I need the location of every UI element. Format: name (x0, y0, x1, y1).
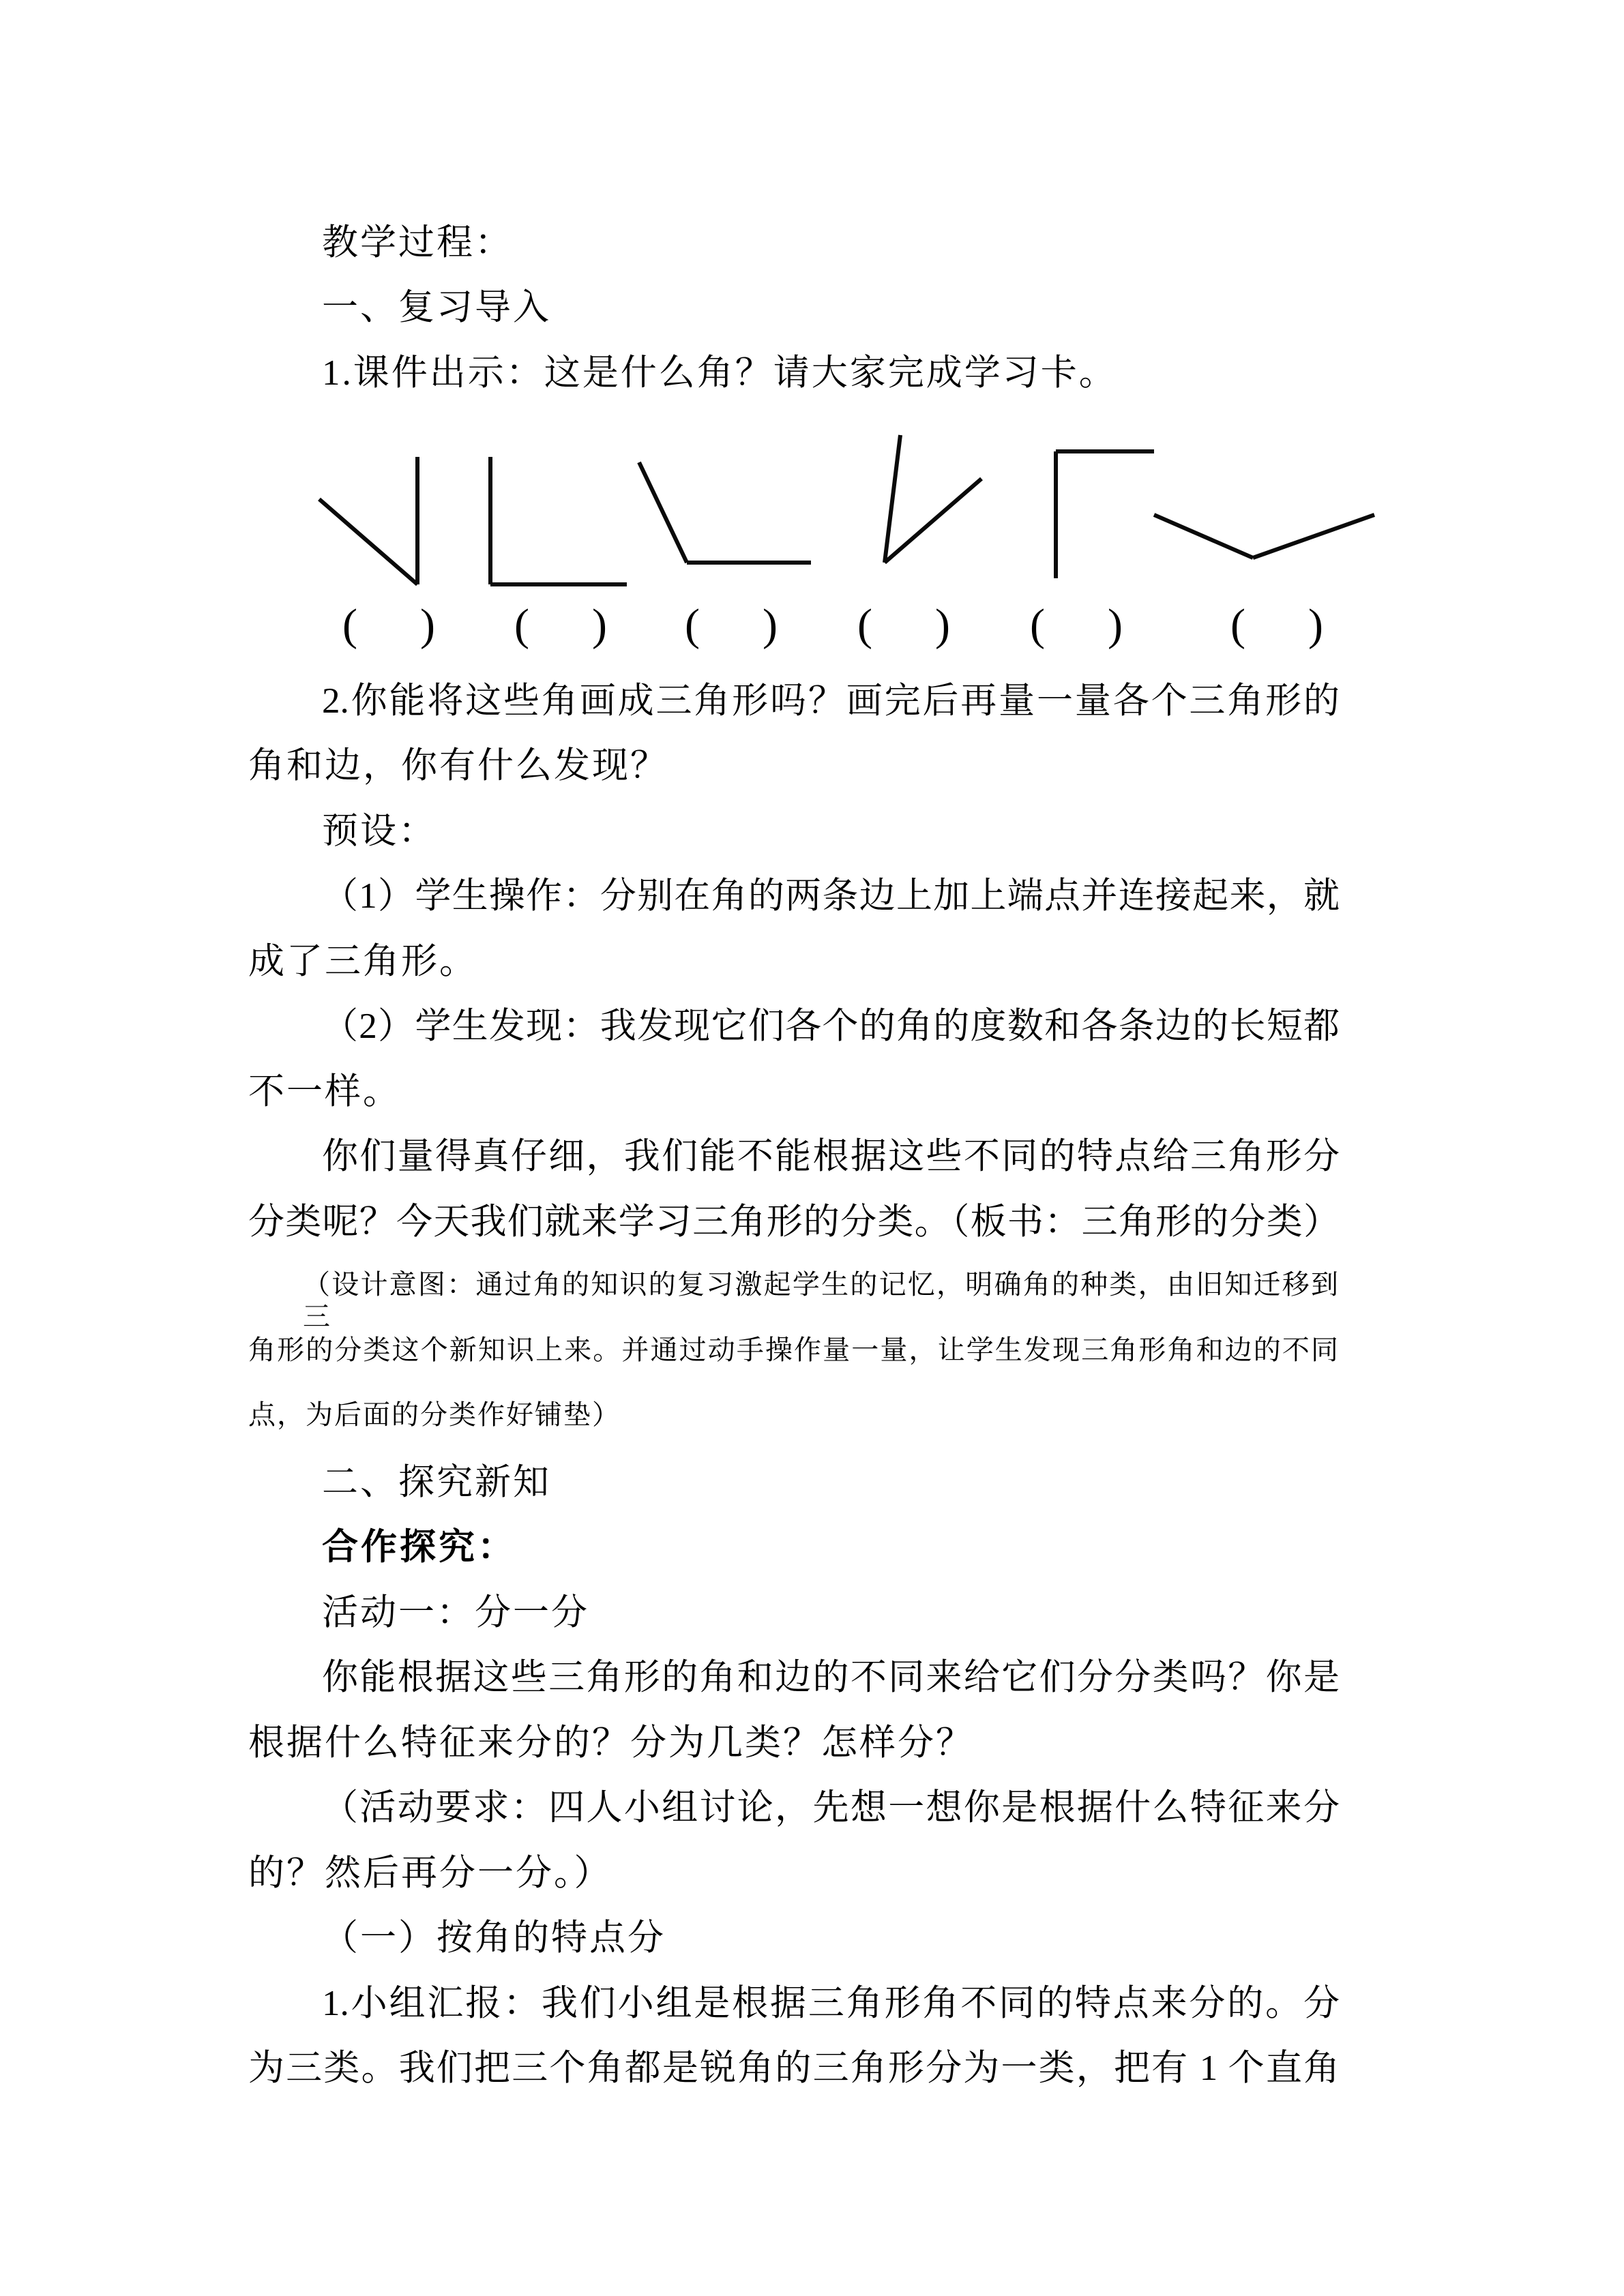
doc-line: 2.你能将这些角画成三角形吗？画完后再量一量各个三角形的 (322, 681, 1340, 721)
open-paren: ( (514, 600, 529, 650)
answer-blank-4 (857, 600, 950, 652)
doc-line: 为三类。我们把三个角都是锐角的三角形分为一类，把有 1 个直角 (248, 2048, 1340, 2088)
doc-line: （2）学生发现：我发现它们各个的角的度数和各条边的长短都 (322, 1007, 1340, 1046)
open-paren: ( (1230, 600, 1245, 650)
doc-line-heading-review: 一、复习导入 (322, 288, 551, 327)
doc-line-by-angle: （一）按角的特点分 (322, 1918, 666, 1958)
answer-blank-6 (1230, 600, 1323, 652)
doc-line-design-note: 角形的分类这个新知识上来。并通过动手操作量一量，让学生发现三角形角和边的不同 (248, 1335, 1340, 1365)
open-paren: ( (857, 600, 872, 650)
doc-line-teaching-process: 教学过程： (322, 223, 513, 263)
doc-line: 角和边，你有什么发现？ (248, 746, 668, 786)
doc-line: 你能根据这些三角形的角和边的不同来给它们分分类吗？你是 (322, 1658, 1340, 1697)
doc-line-design-note: 点，为后面的分类作好铺垫） (248, 1399, 621, 1430)
doc-line: 成了三角形。 (248, 942, 477, 981)
answer-blank-2 (514, 600, 607, 652)
angle-6-obtuse (1154, 515, 1374, 558)
answer-blank-3 (685, 600, 778, 652)
doc-line: 分类呢？今天我们就来学习三角形的分类。（板书：三角形的分类） (248, 1202, 1340, 1242)
open-paren: ( (685, 600, 700, 650)
angle-2-right (490, 457, 627, 584)
doc-line-heading-explore: 二、探究新知 (322, 1463, 551, 1502)
doc-line: （1）学生操作：分别在角的两条边上加上端点并连接起来，就 (322, 876, 1340, 916)
open-paren: ( (342, 600, 357, 650)
doc-line: 1.课件出示：这是什么角？请大家完成学习卡。 (322, 353, 1117, 393)
doc-line: （活动要求：四人小组讨论，先想一想你是根据什么特征来分 (322, 1788, 1340, 1828)
open-paren: ( (1030, 600, 1045, 650)
close-paren: ) (935, 600, 950, 650)
doc-line: 你们量得真仔细，我们能不能根据这些不同的特点给三角形分 (322, 1137, 1340, 1176)
close-paren: ) (763, 600, 778, 650)
close-paren: ) (1308, 600, 1323, 650)
doc-line: 1.小组汇报：我们小组是根据三角形角不同的特点来分的。分 (322, 1984, 1340, 2023)
doc-line-activity-1: 活动一：分一分 (322, 1593, 589, 1632)
doc-line-cooperative-inquiry: 合作探究： (322, 1527, 516, 1567)
doc-line: 的？然后再分一分。） (248, 1853, 612, 1893)
angle-5-right (1056, 451, 1154, 578)
answer-blank-1 (342, 600, 435, 652)
angle-4-acute (885, 435, 981, 563)
close-paren: ) (420, 600, 435, 650)
close-paren: ) (1108, 600, 1123, 650)
doc-line: 预设： (322, 811, 437, 851)
answer-blank-5 (1030, 600, 1123, 652)
doc-line-design-note: （设计意图：通过角的知识的复习激起学生的记忆，明确角的种类，由旧知迁移到三 (303, 1269, 1340, 1332)
close-paren: ) (592, 600, 607, 650)
angle-1-acute (319, 457, 417, 584)
doc-line: 不一样。 (248, 1072, 401, 1112)
angle-3-obtuse (639, 462, 811, 563)
doc-line: 根据什么特征来分的？分为几类？怎样分？ (248, 1723, 974, 1763)
